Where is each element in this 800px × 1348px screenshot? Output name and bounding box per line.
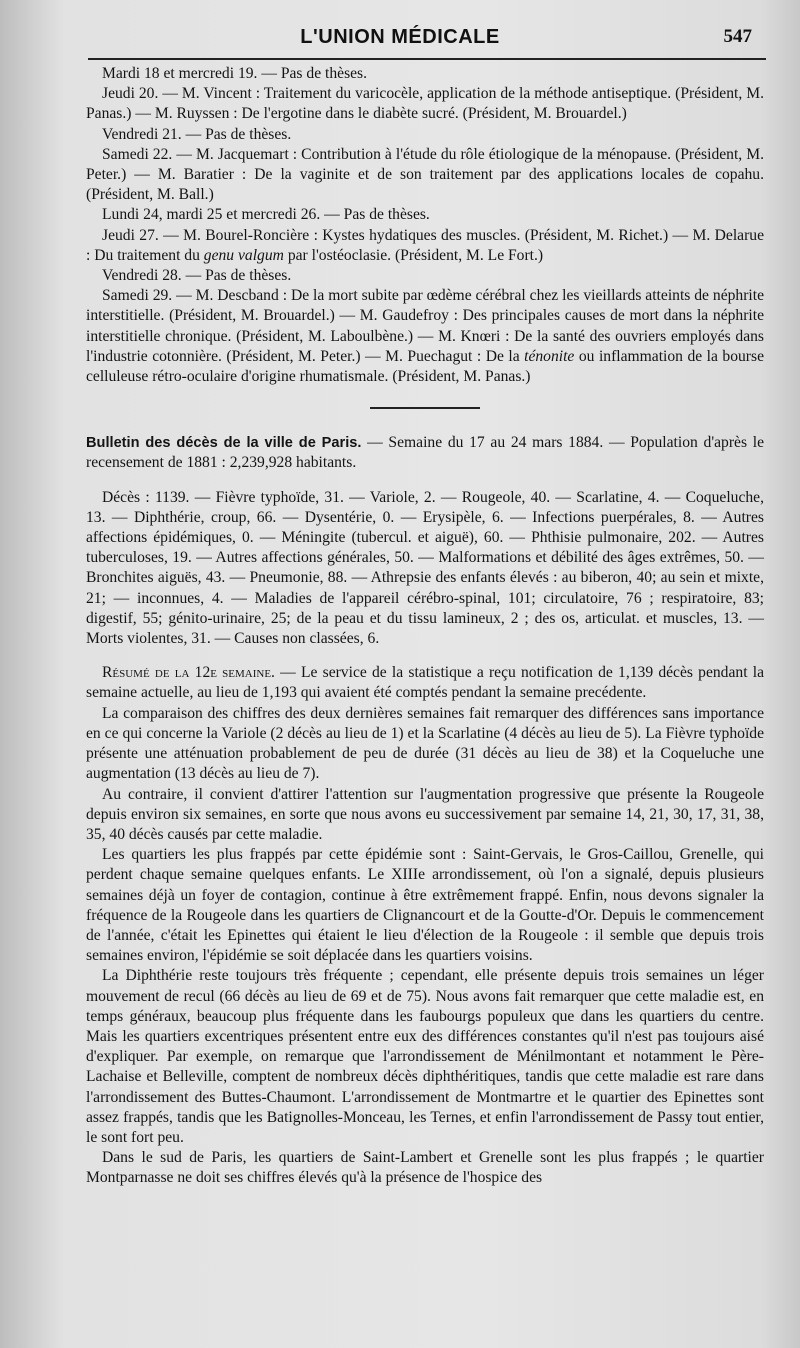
thesis-entry: Mardi 18 et mercredi 19. — Pas de thèses. <box>102 65 368 82</box>
resume-paragraph: La comparaison des chiffres des deux dernières semaines fait remarquer des différences sans importance en ce qui concerne la Variole (2 décès au lieu de 1) et la Scarlatine (4 décès au lieu de 5). La Fièvre typhoïde présente une atténuation probablement de peu de durée (31 décès au lieu de 38) et la Coqueluche une augmentation (13 décès au lieu de 7). <box>86 704 764 783</box>
bulletin-title: Bulletin des décès de la ville de Paris. <box>86 435 362 452</box>
thesis-entry: Lundi 24, mardi 25 et mercredi 26. — Pas de thèses. <box>102 206 430 224</box>
thesis-text: ou inflammation de la bourse celluleuse rétro-oculaire d'origine rhumatismale. (Président, M. Panas.) <box>86 347 764 386</box>
spacer <box>86 649 764 663</box>
section-divider <box>370 407 480 409</box>
bulletin-heading <box>86 433 764 473</box>
thesis-entry: Samedi 22. — M. Jacquemart : Contribution à l'étude du rôle étiologique de la ménopause. (Président, M. Peter.) — M. Baratier : De la vaginite et de son traitement par des applications locales de copahu. (Président, M. Ball.) <box>86 145 764 204</box>
header-rule <box>88 58 766 60</box>
thesis-entry: Vendredi 21. — Pas de thèses. <box>102 125 292 143</box>
thesis-italic-term: genu valgum <box>203 246 284 264</box>
journal-title: L'UNION MÉDICALE <box>300 26 500 48</box>
resume-paragraph: La Diphthérie reste toujours très fréquente ; cependant, elle présente depuis trois semaines un léger mouvement de recul (66 décès au lieu de 69 et de 75). Nous avons fait remarquer que cette maladie est, en temps généraux, beaucoup plus fréquente dans les faubourgs populeux que dans les quartiers du centre. Mais les quartiers excentriques présentent entre eux des différences constantes qu'il n'est pas toujours aisé d'expliquer. Par exemple, on remarque que l'arrondissement de Ménilmontant et notamment le Père-Lachaise et Belleville, comptent de nombreux décès diphthéritiques, tandis que cette maladie est rare dans l'arrondissement des Buttes-Chaumont. L'arrondissement de Montmartre et le quartier des Epinettes sont assez frappés, tandis que les Batignolles-Monceau, les Ternes, et enfin l'arrondissement de Passy tout entier, le sont fort peu. <box>86 967 764 1146</box>
thesis-entry-samedi-29 <box>86 286 764 387</box>
resume-paragraph <box>86 663 764 703</box>
spacer <box>86 474 764 488</box>
resume-paragraph: Au contraire, il convient d'attirer l'attention sur l'augmentation progressive que présente la Rougeole depuis environ six semaines, en sorte que nous avons eu successivement par semaine 14, 21, 30, 17, 31, 38, 35, 40 décès causés par cette maladie. <box>86 785 764 843</box>
thesis-italic-term: ténonite <box>524 347 575 365</box>
bulletin-subtitle: — Semaine du 17 au 24 mars 1884. — Population d'après le recensement de 1881 : 2,239,928 habitants. <box>86 434 764 472</box>
thesis-entry-jeudi-27 <box>86 226 764 266</box>
page-number: 547 <box>723 26 752 47</box>
resume-paragraph: Dans le sud de Paris, les quartiers de Saint-Lambert et Grenelle sont les plus frappés ; le quartier Montparnasse ne doit ses chiffres élevés qu'à la présence de l'hospice des <box>86 1149 764 1187</box>
thesis-text: Samedi 29. — M. Descband : De la mort subite par œdème cérébral chez les vieillards atteints de néphrite interstitielle. (Président, M. Brouardel.) — M. Gaudefroy : Des principales causes de mort dans la néphrite interstitielle chronique. (Président, M. Laboulbène.) — M. Knœri : De la santé des ouvriers employés dans l'industrie cotonnière. (Président, M. Peter.) — M. Puechagut : De la <box>86 287 764 365</box>
article-body <box>86 64 764 1189</box>
running-head <box>0 26 800 52</box>
thesis-text: par l'ostéoclasie. (Président, M. Le Fort.) <box>283 246 544 264</box>
thesis-entry: Vendredi 28. — Pas de thèses. <box>102 267 292 285</box>
deaths-list: Décès : 1139. — Fièvre typhoïde, 31. — Variole, 2. — Rougeole, 40. — Scarlatine, 4. — Coqueluche, 13. — Diphthérie, croup, 66. — Dysentérie, 0. — Erysipèle, 6. — Infections puerpérales, 8. — Autres affections épidémiques, 0. — Méningite (tubercul. et aiguë), 60. — Phthisie pulmonaire, 202. — Autres tuberculoses, 19. — Autres affections générales, 50. — Malformations et débilité des âges extrêmes, 50. — Bronchites aiguës, 43. — Pneumonie, 88. — Athrepsie des enfants élevés : au biberon, 40; au sein et mixte, 21; — inconnues, 4. — Maladies de l'appareil cérébro-spinal, 101; circulatoire, 76 ; respiratoire, 83; digestif, 55; génito-urinaire, 25; de la peau et du tissu lamineux, 2 ; des os, articulat. et muscles, 13. — Morts violentes, 31. — Causes non classées, 6. <box>86 488 764 648</box>
resume-paragraph: Les quartiers les plus frappés par cette épidémie sont : Saint-Gervais, le Gros-Caillou, Grenelle, qui perdent chaque semaine quelques enfants. Le XIIIe arrondissement, où l'on a signalé, depuis plusieurs semaines déjà un foyer de contagion, continue à être extrêmement frappé. Enfin, nous devons signaler la fréquence de la Rougeole dans les quartiers de Clignancourt et de la Goutte-d'Or. Depuis le commencement de l'année, c'était les Epinettes qui étaient le lieu d'élection de la Rougeole : il semble que depuis trois semaines environ, l'épidémie se soit déplacée dans les quartiers voisins. <box>86 846 764 965</box>
resume-label: Résumé de la 12e semaine. <box>102 664 275 682</box>
thesis-text: Jeudi 27. — M. Bourel-Roncière : Kystes hydatiques des muscles. (Président, M. Richet.) — M. Delarue : Du traitement du <box>86 226 764 264</box>
resume-text: — Le service de la statistique a reçu notification de 1,139 décès pendant la semaine actuelle, au lieu de 1,193 qui avaient été comptés pendant la semaine precédente. <box>86 664 764 702</box>
thesis-entry: Jeudi 20. — M. Vincent : Traitement du varicocèle, application de la méthode antiseptique. (Président, M. Panas.) — M. Ruyssen : De l'ergotine dans le diabète sucré. (Président, M. Brouardel.) <box>86 85 764 123</box>
